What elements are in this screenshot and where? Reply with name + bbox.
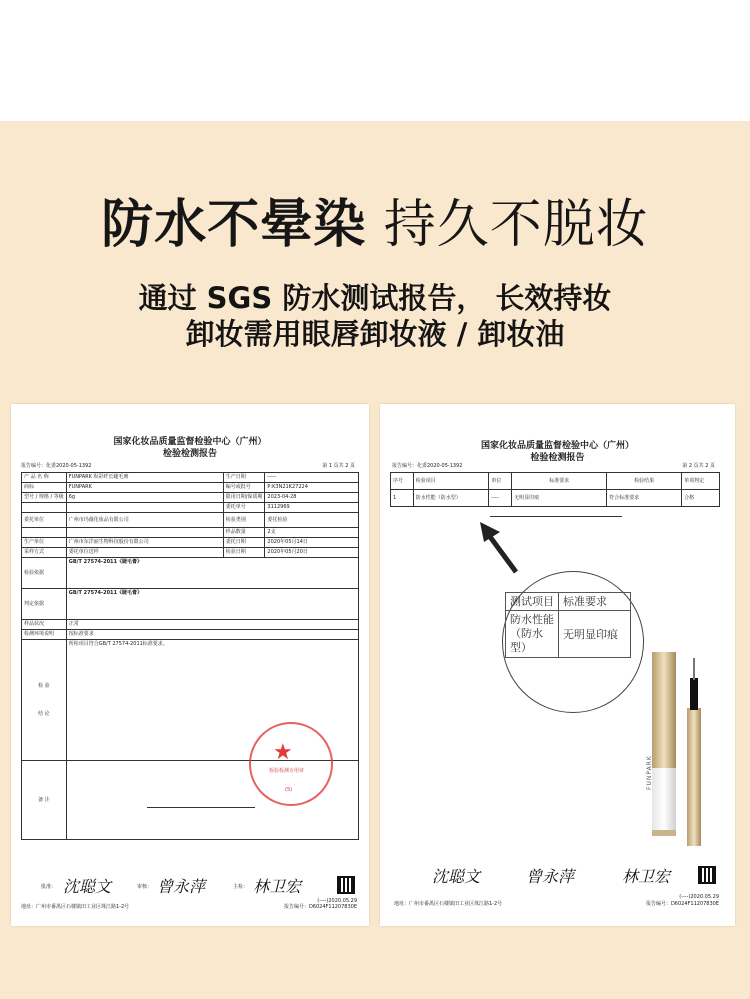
main-inspector-signature: 林卫宏 bbox=[253, 877, 302, 896]
report1-date: (----)2020.05.29 bbox=[317, 898, 357, 904]
report1-subtitle: 检验检测报告 bbox=[162, 449, 217, 459]
report1-page: 第 1 页共 2 页 bbox=[322, 463, 355, 469]
report1-code: 报告编号：D6024F11207830E bbox=[283, 904, 357, 910]
subline-1: 通过 SGS 防水测试报告， 长效持妆 bbox=[138, 281, 612, 315]
zoom-callout-table: 测试项目 标准要求 防水性能（防水型） 无明显印痕 bbox=[505, 592, 631, 658]
report-page-1 bbox=[11, 404, 369, 926]
report2-code: 报告编号：D6024F11207830E bbox=[645, 901, 719, 907]
report2-subtitle: 检验检测报告 bbox=[530, 453, 585, 463]
report2-result-table: 序号 检验项目 单位 标准要求 检验结果 单项判定 1 防水性能（防水型） ---- 无明显印痕 符合标准要求 合格 bbox=[390, 472, 720, 507]
stamp-text: 检验检测专用章 bbox=[269, 768, 305, 774]
approver-signature: 沈聪文 bbox=[63, 877, 112, 896]
reviewer-signature: 曾永萍 bbox=[157, 877, 206, 896]
qr-code-icon-2 bbox=[698, 866, 716, 884]
headline bbox=[0, 185, 750, 265]
report1-number: 报告编号：化委2020-05-1392 bbox=[21, 463, 92, 469]
approver-signature-2: 沈聪文 bbox=[432, 867, 481, 886]
review-label: 审核： bbox=[137, 884, 153, 890]
main-inspector-label: 主检： bbox=[233, 884, 249, 890]
stamp-number: (5) bbox=[285, 787, 293, 793]
main-inspector-signature-2: 林卫宏 bbox=[622, 867, 671, 886]
tube-brand-text: FUNPARK bbox=[646, 755, 653, 790]
headline-bold: 防水不晕染 bbox=[101, 195, 367, 255]
reviewer-signature-2: 曾永萍 bbox=[526, 867, 575, 886]
headline-light: 持久不脱妆 bbox=[383, 195, 649, 255]
report1-address: 地址：广州市番禺区石楼镇田工业区珠江路1-2号 bbox=[21, 904, 130, 910]
mascara-product-image bbox=[645, 650, 720, 850]
remark-line bbox=[147, 807, 255, 808]
table-end-line bbox=[490, 516, 622, 517]
report2-address: 地址：广州市番禺区石楼镇田工业区珠江路1-2号 bbox=[394, 901, 503, 907]
report2-number: 报告编号：化委2020-05-1392 bbox=[392, 463, 463, 469]
approve-label: 批准： bbox=[41, 884, 57, 890]
pointer-arrow-icon bbox=[476, 520, 522, 576]
qr-code-icon bbox=[337, 876, 355, 894]
report2-title: 国家化妆品质量监督检验中心（广州） bbox=[480, 441, 634, 451]
report1-title: 国家化妆品质量监督检验中心（广州） bbox=[113, 437, 267, 447]
report1-info-table: 产 品 名 称 FUNPARK 纵彩纤长睫毛膏 生产日期 ----- 商标 FUNPARK 编号或批号 P:K3N21K27224 型号 / 规格 / 等级 6g 限用日期/保质期 2023-04-28 委托单号 3112969 委托单位 广州市玛薇化妆品有限公司 检验类别 委托检验 样品数量 2支 生产单位 广州市东洋丽生物科技股份有限公司 委托日期 2020年05月14日 采样方式 委托单位送样 检验日期 2020年05月20日 检验依据 GB/T 27574-2011《睫毛膏》 判定依据 GB/T 27574-2011《睫毛膏》 样品状况 正常 检测环境说明 按标准要求 检 验 结 论 所检项目符合GB/T 27574-2011标准要求。 备 注 bbox=[21, 472, 359, 840]
report2-page: 第 2 页共 2 页 bbox=[682, 463, 715, 469]
stamp-star-icon: ★ bbox=[273, 740, 293, 765]
subline-2: 卸妆需用眼唇卸妆液 / 卸妆油 bbox=[185, 317, 565, 351]
report2-date: (----)2020.05.29 bbox=[679, 894, 719, 900]
